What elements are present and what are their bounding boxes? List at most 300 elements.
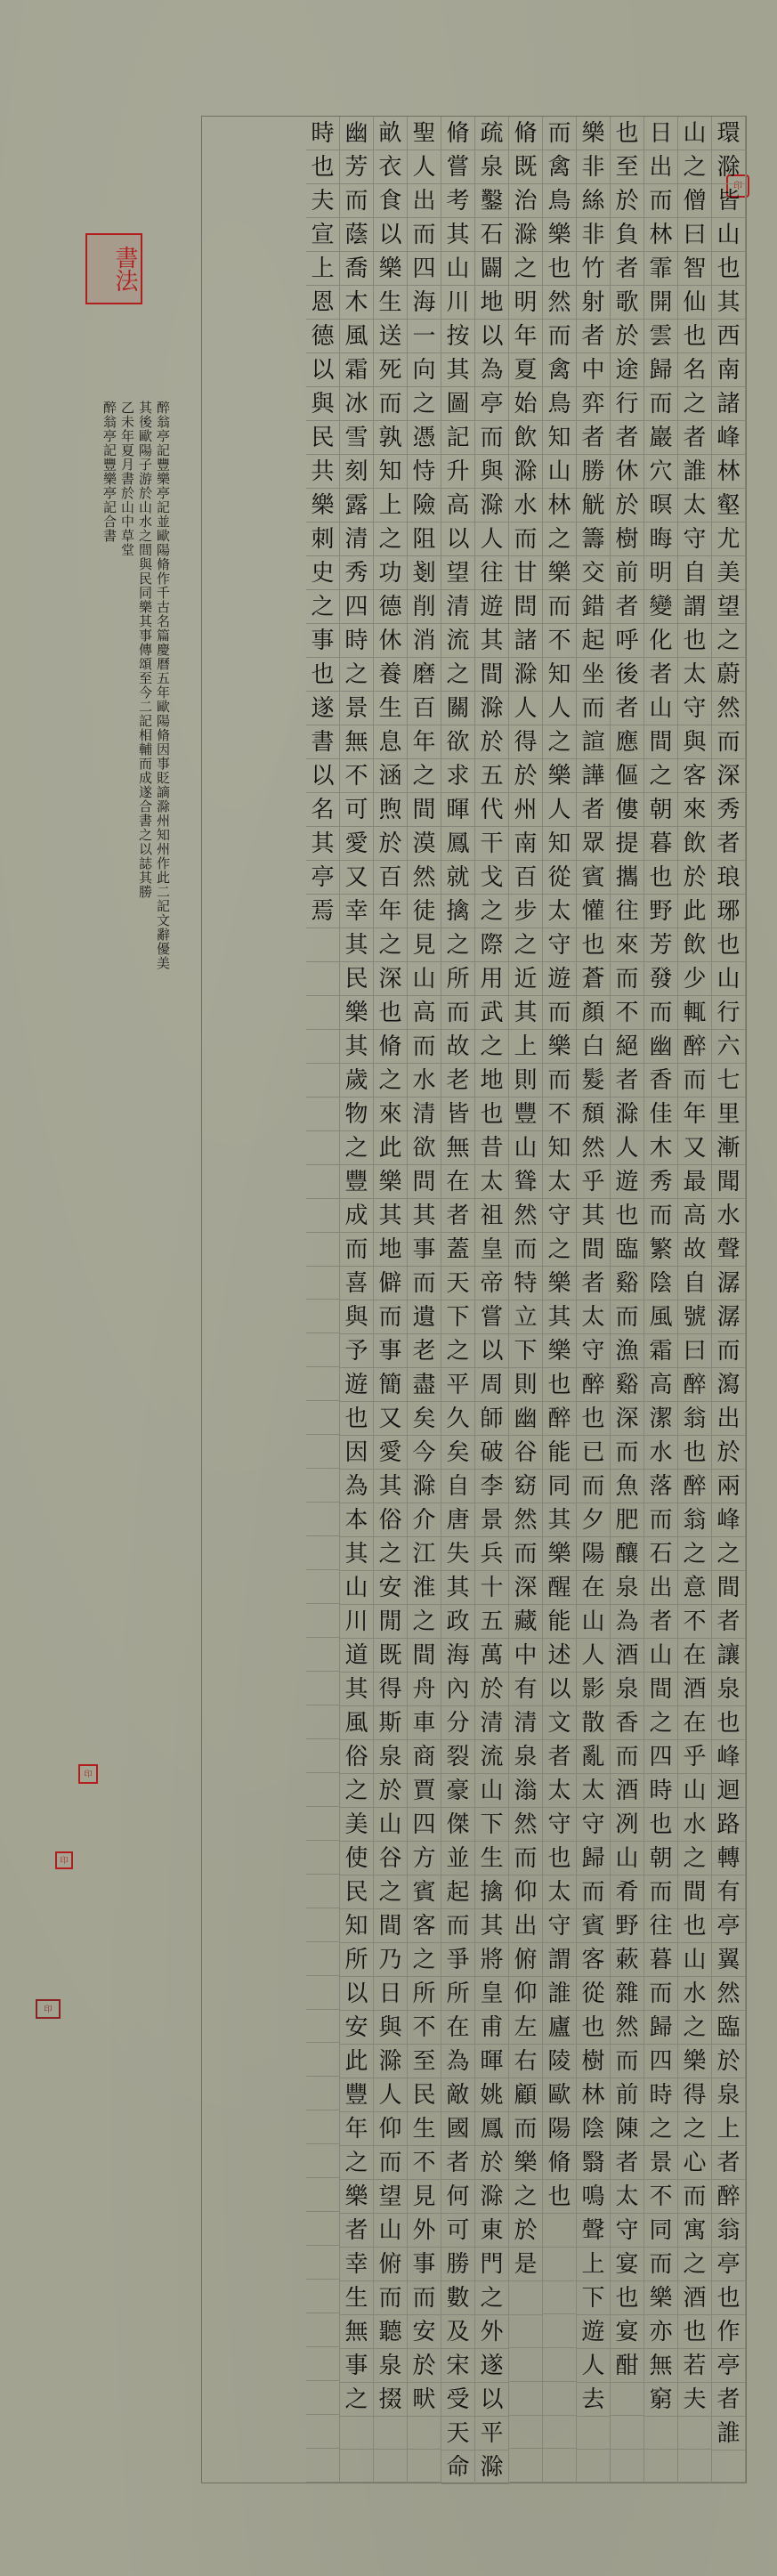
char-cell: 輒 [678, 996, 712, 1030]
char-cell: 將 [475, 1943, 509, 1977]
char-cell: 太 [543, 895, 577, 928]
char-cell: 石 [644, 1537, 678, 1571]
char-cell: 守 [678, 692, 712, 725]
char-cell: 成 [340, 1199, 374, 1233]
char-cell: 以 [475, 1334, 509, 1368]
char-cell: 之 [374, 1064, 408, 1098]
char-cell: 人 [543, 692, 577, 725]
char-cell: 懽 [577, 895, 611, 928]
char-cell: 者 [543, 1740, 577, 1774]
text-column [611, 117, 644, 2483]
char-cell: 樂 [543, 759, 577, 793]
char-cell: 滁 [475, 2180, 509, 2214]
char-cell [712, 2450, 746, 2483]
char-cell: 芳 [644, 928, 678, 962]
char-cell: 在 [678, 1639, 712, 1673]
char-cell: 之 [374, 928, 408, 962]
char-cell: 人 [577, 2349, 611, 2383]
char-cell [543, 2348, 577, 2382]
char-cell: 平 [441, 1368, 475, 1402]
char-cell: 息 [374, 725, 408, 759]
char-cell: 可 [441, 2214, 475, 2248]
char-cell [306, 1199, 340, 1233]
char-cell: 其 [340, 1673, 374, 1706]
char-cell: 本 [340, 1503, 374, 1537]
char-cell: 宣 [306, 218, 340, 252]
char-cell: 樂 [509, 2146, 543, 2180]
char-cell: 仰 [509, 1977, 543, 2011]
char-cell: 擒 [475, 1875, 509, 1909]
char-cell: 斯 [374, 1706, 408, 1740]
char-cell: 遺 [408, 1300, 441, 1334]
char-cell: 朝 [644, 793, 678, 827]
char-cell: 所 [441, 962, 475, 996]
char-cell: 無 [441, 1131, 475, 1165]
char-cell: 分 [441, 1706, 475, 1740]
char-cell: 下 [509, 1334, 543, 1368]
char-cell: 為 [340, 1470, 374, 1503]
char-cell: 作 [712, 2315, 746, 2349]
char-cell: 皆 [712, 184, 746, 218]
char-cell: 其 [543, 1503, 577, 1537]
char-cell [306, 1672, 340, 1705]
char-cell: 知 [543, 1131, 577, 1165]
char-cell: 山 [374, 2214, 408, 2248]
char-cell: 雪 [340, 421, 374, 455]
char-cell: 中 [577, 353, 611, 387]
char-cell: 升 [441, 455, 475, 489]
char-cell: 守 [678, 522, 712, 556]
char-cell: 夕 [577, 1503, 611, 1537]
char-cell: 間 [678, 1875, 712, 1909]
char-cell: 帝 [475, 1267, 509, 1300]
char-cell: 昔 [475, 1131, 509, 1165]
char-cell: 之 [644, 2112, 678, 2146]
char-cell: 野 [644, 895, 678, 928]
char-cell: 乃 [374, 1943, 408, 1977]
char-cell: 記 [441, 421, 475, 455]
char-cell: 舟 [408, 1673, 441, 1706]
char-cell: 樂 [543, 556, 577, 590]
char-cell: 之 [509, 252, 543, 286]
char-cell: 峰 [712, 1740, 746, 1774]
char-cell: 內 [441, 1673, 475, 1706]
char-cell: 闢 [475, 252, 509, 286]
char-cell: 豐 [340, 1165, 374, 1199]
char-cell: 鳴 [577, 2180, 611, 2214]
char-cell: 也 [577, 928, 611, 962]
char-cell: 亭 [712, 1909, 746, 1943]
char-cell: 散 [577, 1706, 611, 1740]
char-cell: 非 [577, 218, 611, 252]
char-cell: 何 [441, 2180, 475, 2214]
char-cell: 醉 [543, 1402, 577, 1436]
char-cell: 翳 [577, 2146, 611, 2180]
char-cell: 呼 [611, 624, 644, 658]
char-cell: 霏 [644, 252, 678, 286]
char-cell: 也 [611, 2281, 644, 2315]
char-cell: 又 [678, 1131, 712, 1165]
char-cell: 也 [340, 1402, 374, 1436]
char-cell: 時 [306, 117, 340, 150]
char-cell: 之 [408, 1943, 441, 1977]
char-cell: 冰 [340, 387, 374, 421]
char-cell: 秀 [340, 556, 374, 590]
char-cell: 山 [340, 1571, 374, 1605]
char-cell: 皆 [441, 1098, 475, 1131]
char-cell: 無 [340, 725, 374, 759]
char-cell: 事 [408, 1233, 441, 1267]
char-cell: 泉 [509, 1740, 543, 1774]
char-cell: 共 [306, 455, 340, 489]
char-cell [678, 2450, 712, 2483]
char-cell: 蔭 [340, 218, 374, 252]
char-cell: 其 [577, 1199, 611, 1233]
char-cell: 鳳 [441, 827, 475, 861]
char-cell: 食 [374, 184, 408, 218]
char-cell: 太 [678, 489, 712, 522]
char-cell: 而 [374, 387, 408, 421]
char-cell [306, 1165, 340, 1199]
char-cell: 陰 [577, 2112, 611, 2146]
char-cell: 而 [509, 1842, 543, 1875]
char-cell: 就 [441, 861, 475, 895]
char-cell: 之 [441, 928, 475, 962]
char-cell: 從 [543, 861, 577, 895]
char-cell: 太 [611, 2180, 644, 2214]
char-cell: 水 [408, 1064, 441, 1098]
char-cell: 涵 [374, 759, 408, 793]
char-cell: 然 [611, 2011, 644, 2045]
char-cell [306, 1807, 340, 1841]
char-cell: 之 [678, 2112, 712, 2146]
char-cell: 者 [678, 421, 712, 455]
char-cell: 林 [543, 489, 577, 522]
char-cell: 鑿 [475, 184, 509, 218]
char-cell: 畎 [408, 2383, 441, 2417]
char-cell: 矣 [441, 1436, 475, 1470]
char-cell: 樂 [678, 2045, 712, 2078]
char-cell: 掇 [374, 2383, 408, 2417]
char-cell [611, 2416, 644, 2449]
char-cell: 然 [712, 1977, 746, 2011]
char-cell: 上 [374, 489, 408, 522]
char-cell [306, 2212, 340, 2246]
char-cell: 水 [509, 489, 543, 522]
char-cell: 上 [712, 2112, 746, 2146]
char-cell: 故 [441, 1030, 475, 1064]
char-cell: 關 [441, 692, 475, 725]
char-cell: 林 [577, 2078, 611, 2112]
char-cell: 幽 [340, 117, 374, 150]
char-cell: 自 [678, 556, 712, 590]
char-cell: 太 [543, 1875, 577, 1909]
char-cell: 樂 [577, 117, 611, 150]
char-cell: 者 [441, 2146, 475, 2180]
char-cell: 不 [678, 1605, 712, 1639]
char-cell: 始 [509, 387, 543, 421]
char-cell: 其 [712, 286, 746, 320]
char-cell [611, 2450, 644, 2483]
char-cell: 平 [475, 2417, 509, 2450]
char-cell: 不 [611, 996, 644, 1030]
char-cell: 也 [543, 2180, 577, 2214]
char-cell: 泉 [374, 2349, 408, 2383]
char-cell: 而 [441, 996, 475, 1030]
char-cell: 潔 [644, 1402, 678, 1436]
char-cell: 簡 [374, 1368, 408, 1402]
char-cell: 安 [374, 1571, 408, 1605]
char-cell: 以 [441, 522, 475, 556]
char-cell: 而 [408, 218, 441, 252]
char-cell: 史 [306, 556, 340, 590]
char-cell: 險 [408, 489, 441, 522]
char-cell: 谿 [611, 1267, 644, 1300]
char-cell: 而 [577, 692, 611, 725]
char-cell: 俗 [374, 1503, 408, 1537]
char-cell: 為 [475, 353, 509, 387]
char-cell: 磨 [408, 658, 441, 692]
char-cell: 誰 [678, 455, 712, 489]
char-cell: 歸 [644, 353, 678, 387]
char-cell: 臨 [712, 2011, 746, 2045]
char-cell: 豐 [509, 1098, 543, 1131]
char-cell: 其 [374, 1470, 408, 1503]
char-cell: 太 [475, 1165, 509, 1199]
char-cell: 乎 [678, 1740, 712, 1774]
char-cell: 其 [306, 827, 340, 861]
char-cell: 至 [408, 2045, 441, 2078]
char-cell: 前 [611, 556, 644, 590]
char-cell: 暮 [644, 1943, 678, 1977]
char-cell: 天 [441, 2417, 475, 2450]
char-cell: 事 [374, 1334, 408, 1368]
char-cell: 秀 [712, 793, 746, 827]
char-cell [306, 1098, 340, 1131]
char-cell: 年 [509, 320, 543, 353]
char-cell: 謂 [678, 590, 712, 624]
char-cell: 生 [408, 2112, 441, 2146]
char-cell: 而 [611, 1740, 644, 1774]
char-cell: 勝 [577, 455, 611, 489]
char-cell [543, 2214, 577, 2248]
char-cell [577, 2450, 611, 2483]
char-cell: 亭 [712, 2349, 746, 2383]
char-cell: 愛 [374, 1436, 408, 1470]
char-cell [543, 2281, 577, 2315]
char-cell: 景 [644, 2146, 678, 2180]
char-cell: 周 [475, 1368, 509, 1402]
char-cell: 李 [475, 1470, 509, 1503]
seal-small-1: 印 [78, 1764, 98, 1784]
char-cell: 譁 [577, 759, 611, 793]
char-cell: 五 [475, 1605, 509, 1639]
char-cell: 射 [577, 286, 611, 320]
char-cell: 求 [441, 759, 475, 793]
char-cell: 行 [611, 387, 644, 421]
char-cell: 智 [678, 252, 712, 286]
char-cell: 者 [712, 827, 746, 861]
char-cell: 十 [475, 1571, 509, 1605]
char-cell: 之 [374, 1875, 408, 1909]
char-cell: 今 [408, 1436, 441, 1470]
char-cell: 僧 [678, 184, 712, 218]
char-cell: 而 [611, 962, 644, 996]
char-cell: 守 [543, 928, 577, 962]
char-cell: 之 [543, 725, 577, 759]
char-cell: 不 [543, 1098, 577, 1131]
char-cell: 年 [340, 2112, 374, 2146]
char-cell: 能 [543, 1436, 577, 1470]
char-cell: 外 [408, 2214, 441, 2248]
char-cell: 而 [678, 1064, 712, 1098]
char-cell: 瀉 [712, 1368, 746, 1402]
char-cell: 兩 [712, 1470, 746, 1503]
char-cell: 樂 [543, 218, 577, 252]
char-cell [306, 1536, 340, 1570]
char-cell: 之 [408, 1605, 441, 1639]
char-cell: 而 [408, 1267, 441, 1300]
char-cell: 之 [340, 1131, 374, 1165]
char-cell: 琊 [712, 895, 746, 928]
char-cell: 其 [340, 928, 374, 962]
char-cell: 物 [340, 1098, 374, 1131]
char-cell: 而 [509, 1233, 543, 1267]
char-cell: 歸 [577, 1842, 611, 1875]
char-cell: 之 [306, 590, 340, 624]
char-cell [306, 1942, 340, 1976]
char-cell: 遊 [611, 1165, 644, 1199]
char-cell: 泉 [611, 1571, 644, 1605]
char-cell: 滁 [509, 218, 543, 252]
char-cell: 無 [340, 2315, 374, 2349]
char-cell: 也 [577, 1402, 611, 1436]
char-cell: 此 [374, 1131, 408, 1165]
char-cell: 太 [543, 1165, 577, 1199]
char-cell: 同 [543, 1470, 577, 1503]
text-column [644, 117, 678, 2483]
char-cell: 歸 [644, 2011, 678, 2045]
char-cell: 樂 [543, 1267, 577, 1300]
char-cell: 之 [543, 1233, 577, 1267]
char-cell: 其 [543, 1300, 577, 1334]
char-cell: 從 [577, 1977, 611, 2011]
char-cell: 而 [340, 184, 374, 218]
char-cell: 傑 [441, 1808, 475, 1842]
char-cell: 也 [611, 1199, 644, 1233]
char-cell: 人 [577, 1639, 611, 1673]
char-cell: 發 [644, 962, 678, 996]
char-cell: 不 [340, 759, 374, 793]
char-cell: 疏 [475, 117, 509, 150]
char-cell: 宋 [441, 2349, 475, 2383]
char-cell: 而 [611, 1436, 644, 1470]
text-column [509, 117, 543, 2483]
char-cell: 賈 [408, 1774, 441, 1808]
char-cell: 豐 [340, 2078, 374, 2112]
char-cell [306, 2110, 340, 2144]
char-cell: 戈 [475, 861, 509, 895]
char-cell: 而 [577, 1470, 611, 1503]
char-cell: 翼 [712, 1943, 746, 1977]
char-cell: 酒 [678, 2281, 712, 2315]
char-cell: 州 [509, 793, 543, 827]
char-cell: 於 [712, 2045, 746, 2078]
char-cell: 明 [509, 286, 543, 320]
char-cell: 美 [712, 556, 746, 590]
char-cell [306, 1267, 340, 1300]
char-cell: 敵 [441, 2078, 475, 2112]
char-cell: 釀 [611, 1537, 644, 1571]
seal-large: 書法 [85, 233, 142, 304]
char-cell: 其 [374, 1199, 408, 1233]
char-cell: 太 [678, 658, 712, 692]
char-cell: 香 [644, 1064, 678, 1098]
char-cell: 此 [340, 2045, 374, 2078]
char-cell: 樂 [543, 1334, 577, 1368]
char-cell: 之 [374, 522, 408, 556]
char-cell: 消 [408, 624, 441, 658]
char-cell: 聽 [374, 2315, 408, 2349]
char-cell: 於 [475, 1673, 509, 1706]
char-cell: 而 [408, 1030, 441, 1064]
char-cell: 若 [678, 2349, 712, 2383]
char-cell: 以 [306, 759, 340, 793]
char-cell: 川 [441, 286, 475, 320]
char-cell: 林 [712, 455, 746, 489]
char-cell: 來 [678, 793, 712, 827]
char-cell: 德 [374, 590, 408, 624]
char-cell: 故 [678, 1233, 712, 1267]
char-cell: 間 [374, 1909, 408, 1943]
char-cell: 失 [441, 1537, 475, 1571]
char-cell: 深 [611, 1402, 644, 1436]
char-cell: 不 [408, 2146, 441, 2180]
char-cell: 而 [644, 1503, 678, 1537]
char-cell: 孰 [374, 421, 408, 455]
char-cell: 風 [340, 1706, 374, 1740]
char-cell: 蔚 [712, 658, 746, 692]
char-cell: 嘗 [441, 150, 475, 184]
char-cell: 漁 [611, 1334, 644, 1368]
char-cell: 者 [644, 658, 678, 692]
char-cell: 之 [374, 1537, 408, 1571]
char-cell: 清 [475, 1706, 509, 1740]
char-cell: 影 [577, 1673, 611, 1706]
char-cell: 而 [509, 522, 543, 556]
char-cell: 意 [678, 1571, 712, 1605]
char-cell: 者 [611, 252, 644, 286]
char-cell: 安 [408, 2315, 441, 2349]
char-cell: 里 [712, 1098, 746, 1131]
char-cell [306, 1233, 340, 1267]
char-cell: 然 [509, 1503, 543, 1537]
char-cell: 禽 [543, 353, 577, 387]
char-cell: 蓋 [441, 1233, 475, 1267]
char-cell: 左 [509, 2011, 543, 2045]
char-cell: 酒 [611, 1774, 644, 1808]
char-cell: 幽 [509, 1402, 543, 1436]
char-cell: 而 [374, 2281, 408, 2315]
char-cell: 諸 [509, 624, 543, 658]
char-cell: 誰 [543, 1977, 577, 2011]
char-cell: 而 [644, 184, 678, 218]
char-cell: 向 [408, 353, 441, 387]
char-cell: 陵 [543, 2045, 577, 2078]
char-cell: 與 [374, 2011, 408, 2045]
char-cell: 嘗 [475, 1300, 509, 1334]
char-cell: 而 [374, 1300, 408, 1334]
